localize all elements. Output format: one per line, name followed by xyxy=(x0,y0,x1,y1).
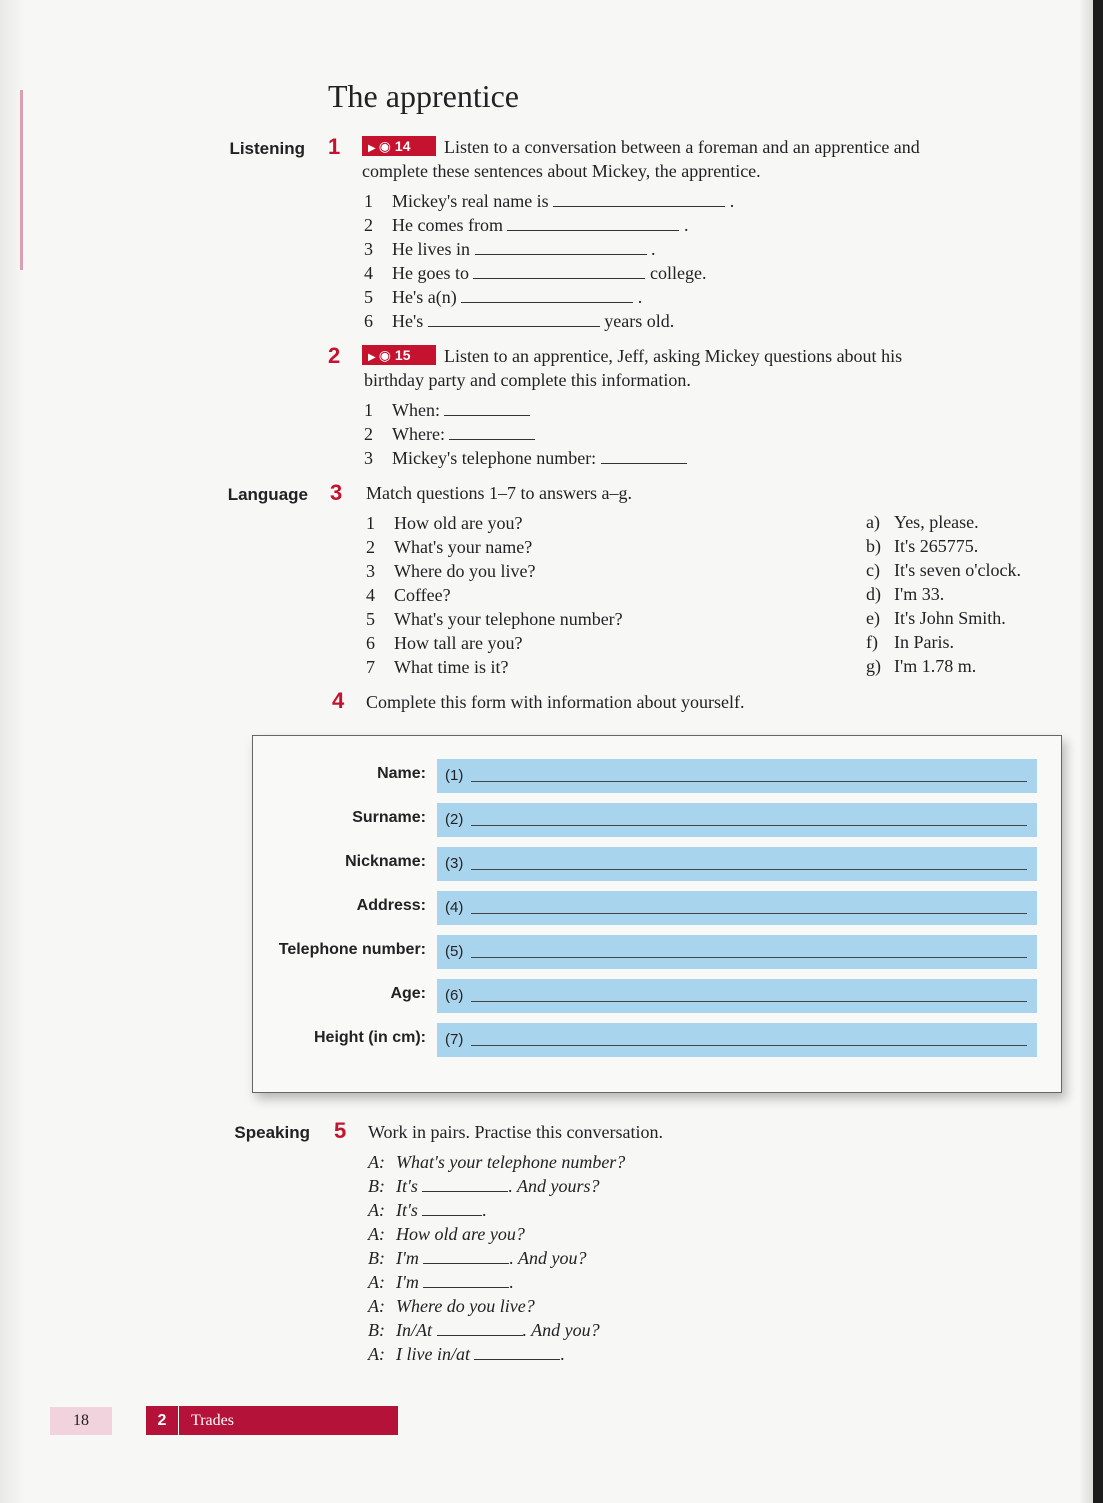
question-text: How tall are you? xyxy=(394,633,523,653)
page-number: 18 xyxy=(50,1407,112,1435)
line-text: What's your telephone number? xyxy=(396,1152,626,1172)
item-number: 2 xyxy=(364,424,373,444)
answer-text: It's 265775. xyxy=(894,536,979,556)
answer-blank[interactable] xyxy=(474,1345,560,1360)
dialogue-line xyxy=(368,1246,587,1270)
form-label: Telephone number: xyxy=(278,941,426,958)
answer-letter: d) xyxy=(866,584,881,604)
answer-blank[interactable] xyxy=(553,192,725,207)
exercise-2-instruction xyxy=(362,344,1042,368)
item-text: He lives in xyxy=(392,239,470,259)
section-label-speaking: Speaking xyxy=(234,1123,310,1142)
page-title: The apprentice xyxy=(328,78,519,114)
form-row-age xyxy=(253,979,1061,1013)
form-label: Height (in cm): xyxy=(314,1029,426,1046)
question-number: 7 xyxy=(366,657,375,677)
instruction-line-1: Listen to an apprentice, Jeff, asking Mickey questions about his xyxy=(444,346,903,366)
dialogue-line xyxy=(368,1198,487,1222)
speaker: A: xyxy=(368,1152,385,1172)
question-item xyxy=(366,655,508,679)
speaker: B: xyxy=(368,1176,385,1196)
form-row-telephone xyxy=(253,935,1061,969)
answer-blank[interactable] xyxy=(422,1177,508,1192)
form-row-nickname xyxy=(253,847,1061,881)
field-index: (4) xyxy=(445,899,464,916)
question-text: What's your name? xyxy=(394,537,533,557)
form-label: Name: xyxy=(377,765,426,782)
height-field[interactable] xyxy=(437,1023,1037,1057)
play-icon: ▶ xyxy=(368,352,376,363)
exercise-1-instruction-cont: complete these sentences about Mickey, the apprentice. xyxy=(362,161,761,181)
line-tail: . And yours? xyxy=(508,1176,600,1196)
speaker: B: xyxy=(368,1248,385,1268)
speaker: B: xyxy=(368,1320,385,1340)
dialogue-line xyxy=(368,1150,625,1174)
answer-letter: c) xyxy=(866,560,880,580)
form-row-surname xyxy=(253,803,1061,837)
nickname-field[interactable] xyxy=(437,847,1037,881)
unit-name: Trades xyxy=(191,1412,234,1429)
dialogue-line xyxy=(368,1318,600,1342)
question-item xyxy=(366,583,451,607)
item-text: Where: xyxy=(392,424,445,444)
field-index: (6) xyxy=(445,987,464,1004)
surname-field[interactable] xyxy=(437,803,1037,837)
page-shadow xyxy=(1079,0,1093,1503)
line-tail: . xyxy=(560,1344,565,1364)
answer-item xyxy=(866,582,944,606)
ex1-item xyxy=(364,213,688,237)
track-number: 15 xyxy=(394,347,411,363)
question-number: 2 xyxy=(366,537,375,557)
line-text: It's xyxy=(396,1176,418,1196)
ex2-item xyxy=(364,398,530,422)
item-text: Mickey's real name is xyxy=(392,191,549,211)
item-tail: . xyxy=(683,215,689,235)
question-item xyxy=(366,631,522,655)
item-number: 6 xyxy=(364,311,373,331)
item-number: 5 xyxy=(364,287,373,307)
answer-text: It's seven o'clock. xyxy=(894,560,1021,580)
ex1-item xyxy=(364,285,642,309)
dialogue-line xyxy=(368,1222,525,1246)
form-label: Nickname: xyxy=(345,853,426,870)
margin-bar xyxy=(20,90,23,270)
item-number: 3 xyxy=(364,239,373,259)
form-row-height xyxy=(253,1023,1061,1057)
answer-blank[interactable] xyxy=(461,288,633,303)
answer-letter: b) xyxy=(866,536,881,556)
answer-blank[interactable] xyxy=(444,401,530,416)
item-number: 1 xyxy=(364,191,373,211)
personal-info-form xyxy=(252,735,1062,1093)
line-text: How old are you? xyxy=(396,1224,525,1244)
question-item xyxy=(366,535,532,559)
form-row-name xyxy=(253,759,1061,793)
question-number: 5 xyxy=(366,609,375,629)
ex1-item xyxy=(364,261,706,285)
field-index: (2) xyxy=(445,811,464,828)
answer-letter: a) xyxy=(866,512,880,532)
answer-text: It's John Smith. xyxy=(894,608,1006,628)
speaker: A: xyxy=(368,1344,385,1364)
unit-number: 2 xyxy=(146,1406,179,1435)
item-text: When: xyxy=(392,400,440,420)
question-text: Where do you live? xyxy=(394,561,536,581)
field-index: (1) xyxy=(445,767,464,784)
line-text: In/At xyxy=(396,1320,432,1340)
line-text: I'm xyxy=(396,1272,419,1292)
answer-letter: f) xyxy=(866,632,878,652)
section-label-language: Language xyxy=(227,485,308,504)
question-text: How old are you? xyxy=(394,513,523,533)
field-index: (3) xyxy=(445,855,464,872)
question-item xyxy=(366,607,623,631)
page-edge xyxy=(1093,0,1103,1503)
line-text: I live in/at xyxy=(396,1344,470,1364)
answer-blank[interactable] xyxy=(601,449,687,464)
exercise-4-number: 4 xyxy=(332,688,345,713)
track-number: 14 xyxy=(394,138,411,154)
answer-item xyxy=(866,534,978,558)
speaker: A: xyxy=(368,1296,385,1316)
answer-text: Yes, please. xyxy=(894,512,979,532)
play-icon: ▶ xyxy=(368,143,376,154)
exercise-1-number: 1 xyxy=(328,134,341,159)
ex2-item xyxy=(364,422,535,446)
age-field[interactable] xyxy=(437,979,1037,1013)
answer-blank[interactable] xyxy=(507,216,679,231)
item-number: 4 xyxy=(364,263,373,283)
form-label: Age: xyxy=(390,985,426,1002)
address-field[interactable] xyxy=(437,891,1037,925)
answer-item xyxy=(866,630,954,654)
exercise-5-number: 5 xyxy=(334,1118,347,1143)
line-tail: . And you? xyxy=(522,1320,600,1340)
speaker: A: xyxy=(368,1200,385,1220)
ex1-item xyxy=(364,237,656,261)
question-number: 3 xyxy=(366,561,375,581)
field-index: (5) xyxy=(445,943,464,960)
item-tail: years old. xyxy=(604,311,675,331)
answer-item xyxy=(866,510,979,534)
item-text: He goes to xyxy=(392,263,469,283)
line-text: It's xyxy=(396,1200,418,1220)
answer-blank[interactable] xyxy=(422,1201,482,1216)
cd-icon: ◉ xyxy=(378,347,391,363)
item-text: He comes from xyxy=(392,215,503,235)
answer-blank[interactable] xyxy=(475,240,647,255)
audio-track-badge[interactable] xyxy=(362,345,436,365)
exercise-2-instruction-cont: birthday party and complete this information. xyxy=(364,370,691,390)
field-index: (7) xyxy=(445,1031,464,1048)
form-label: Surname: xyxy=(352,809,426,826)
dialogue-line xyxy=(368,1342,565,1366)
line-tail: . xyxy=(509,1272,514,1292)
answer-item xyxy=(866,558,1021,582)
form-label: Address: xyxy=(356,897,426,914)
item-tail: . xyxy=(651,239,656,259)
answer-text: I'm 1.78 m. xyxy=(894,656,977,676)
exercise-1-instruction xyxy=(362,135,1042,159)
exercise-3-number: 3 xyxy=(330,480,343,505)
item-tail: . xyxy=(637,287,643,307)
speaker: A: xyxy=(368,1224,385,1244)
ex1-item xyxy=(364,189,734,213)
unit-banner xyxy=(146,1406,398,1435)
telephone-field[interactable] xyxy=(437,935,1037,969)
item-tail: college. xyxy=(649,263,707,283)
form-row-address xyxy=(253,891,1061,925)
section-label-listening: Listening xyxy=(229,139,305,158)
question-item xyxy=(366,511,522,535)
question-text: What time is it? xyxy=(394,657,509,677)
question-number: 6 xyxy=(366,633,375,653)
ex2-item xyxy=(364,446,687,470)
answer-blank[interactable] xyxy=(473,264,645,279)
item-number: 3 xyxy=(364,448,373,468)
answer-item xyxy=(866,654,976,678)
dialogue-line xyxy=(368,1294,535,1318)
ex1-item xyxy=(364,309,674,333)
question-text: What's your telephone number? xyxy=(394,609,623,629)
answer-blank[interactable] xyxy=(423,1249,509,1264)
question-item xyxy=(366,559,535,583)
speaker: A: xyxy=(368,1272,385,1292)
question-number: 1 xyxy=(366,513,375,533)
name-field[interactable] xyxy=(437,759,1037,793)
line-tail: . And you? xyxy=(509,1248,587,1268)
question-number: 4 xyxy=(366,585,375,605)
instruction-line-1: Listen to a conversation between a foreman and an apprentice and xyxy=(444,137,920,157)
answer-blank[interactable] xyxy=(423,1273,509,1288)
answer-blank[interactable] xyxy=(449,425,535,440)
exercise-3-instruction: Match questions 1–7 to answers a–g. xyxy=(366,483,632,503)
audio-track-badge[interactable] xyxy=(362,136,436,156)
answer-blank[interactable] xyxy=(428,312,600,327)
exercise-2-number: 2 xyxy=(328,343,341,368)
line-text: Where do you live? xyxy=(396,1296,535,1316)
item-tail: . xyxy=(729,191,735,211)
line-text: I'm xyxy=(396,1248,419,1268)
item-text: He's a(n) xyxy=(392,287,457,307)
item-text: He's xyxy=(392,311,424,331)
exercise-4-instruction: Complete this form with information about yourself. xyxy=(366,692,745,712)
answer-letter: g) xyxy=(866,656,881,676)
question-text: Coffee? xyxy=(394,585,451,605)
answer-letter: e) xyxy=(866,608,880,628)
line-tail: . xyxy=(482,1200,487,1220)
dialogue-line xyxy=(368,1174,600,1198)
answer-blank[interactable] xyxy=(437,1321,523,1336)
answer-item xyxy=(866,606,1006,630)
item-number: 2 xyxy=(364,215,373,235)
item-number: 1 xyxy=(364,400,373,420)
answer-text: I'm 33. xyxy=(894,584,945,604)
dialogue-line xyxy=(368,1270,514,1294)
cd-icon: ◉ xyxy=(378,138,391,154)
item-text: Mickey's telephone number: xyxy=(392,448,597,468)
answer-text: In Paris. xyxy=(894,632,954,652)
exercise-5-instruction: Work in pairs. Practise this conversation. xyxy=(368,1122,663,1142)
